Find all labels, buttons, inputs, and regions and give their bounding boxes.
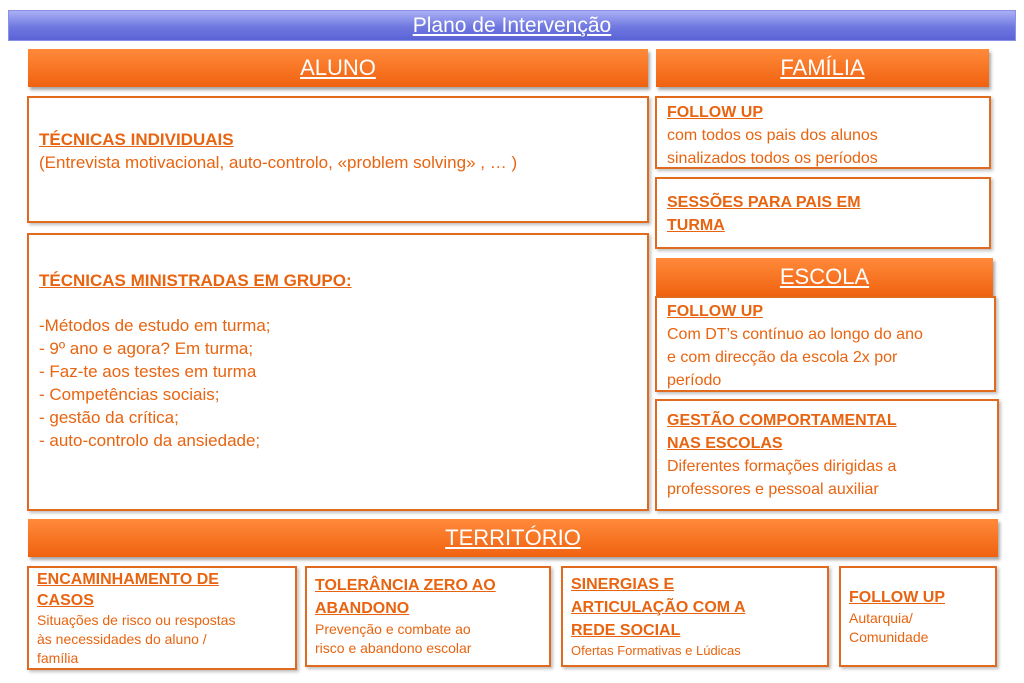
familia-followup-box [655,96,991,169]
sessoes-pais-heading: SESSÕES PARA PAIS EM [667,194,861,211]
territorio-followup-line: Comunidade [849,629,929,645]
list-item: - Competências sociais; [39,385,220,404]
familia-followup-line: sinalizados todos os períodos [667,150,878,167]
tecnicas-grupo-box [27,233,649,511]
tolerancia-line: Prevenção e combate ao [315,621,471,637]
list-item: - 9º ano e agora? Em turma; [39,339,254,358]
sessoes-pais-heading: TURMA [667,217,725,234]
gestao-line: Diferentes formações dirigidas a [667,458,897,475]
gestao-heading: NAS ESCOLAS [667,435,783,452]
tecnicas-individuais-heading: TÉCNICAS INDIVIDUAIS [39,130,234,149]
page-title: Plano de Intervenção [8,10,1016,41]
familia-followup-heading: FOLLOW UP [667,104,763,121]
encaminhamento-line: família [37,650,79,666]
familia-followup-line: com todos os pais dos alunos [667,127,878,144]
gestao-heading: GESTÃO COMPORTAMENTAL [667,412,897,429]
tecnicas-individuais-text: (Entrevista motivacional, auto-controlo, «problem solving» , … ) [39,153,518,172]
sinergias-box [561,566,829,667]
territorio-header: TERRITÓRIO [28,519,998,557]
tecnicas-individuais-box [27,96,649,223]
territorio-followup-box [839,566,997,667]
list-item: -Métodos de estudo em turma; [39,316,271,335]
tolerancia-line: risco e abandono escolar [315,640,472,656]
familia-header: FAMÍLIA [656,49,989,87]
aluno-header: ALUNO [28,49,648,87]
encaminhamento-heading: ENCAMINHAMENTO DE [37,571,219,588]
tecnicas-grupo-heading: TÉCNICAS MINISTRADAS EM GRUPO: [39,271,352,290]
sinergias-heading: ARTICULAÇÃO COM A [571,599,746,616]
tolerancia-box [305,566,551,667]
encaminhamento-line: Situações de risco ou respostas [37,612,236,628]
escola-followup-line: Com DT’s contínuo ao longo do ano [667,326,923,343]
sinergias-line: Ofertas Formativas e Lúdicas [571,643,741,658]
encaminhamento-line: às necessidades do aluno / [37,631,207,647]
escola-followup-line: período [667,372,722,389]
escola-followup-box [655,296,996,392]
list-item: - Faz-te aos testes em turma [39,362,257,381]
gestao-line: professores e pessoal auxiliar [667,481,879,498]
list-item: - auto-controlo da ansiedade; [39,431,261,450]
territorio-followup-line: Autarquia/ [849,610,913,626]
sinergias-heading: REDE SOCIAL [571,622,681,639]
gestao-comportamental-box [655,399,999,511]
list-item: - gestão da crítica; [39,408,179,427]
escola-header: ESCOLA [656,258,993,296]
territorio-followup-heading: FOLLOW UP [849,589,945,606]
tolerancia-heading: TOLERÂNCIA ZERO AO [315,577,496,594]
escola-followup-line: e com direcção da escola 2x por [667,349,898,366]
encaminhamento-heading: CASOS [37,592,94,609]
escola-followup-heading: FOLLOW UP [667,303,763,320]
tolerancia-heading: ABANDONO [315,600,410,617]
encaminhamento-box [27,566,297,670]
sessoes-pais-box [655,177,991,249]
sinergias-heading: SINERGIAS E [571,576,675,593]
